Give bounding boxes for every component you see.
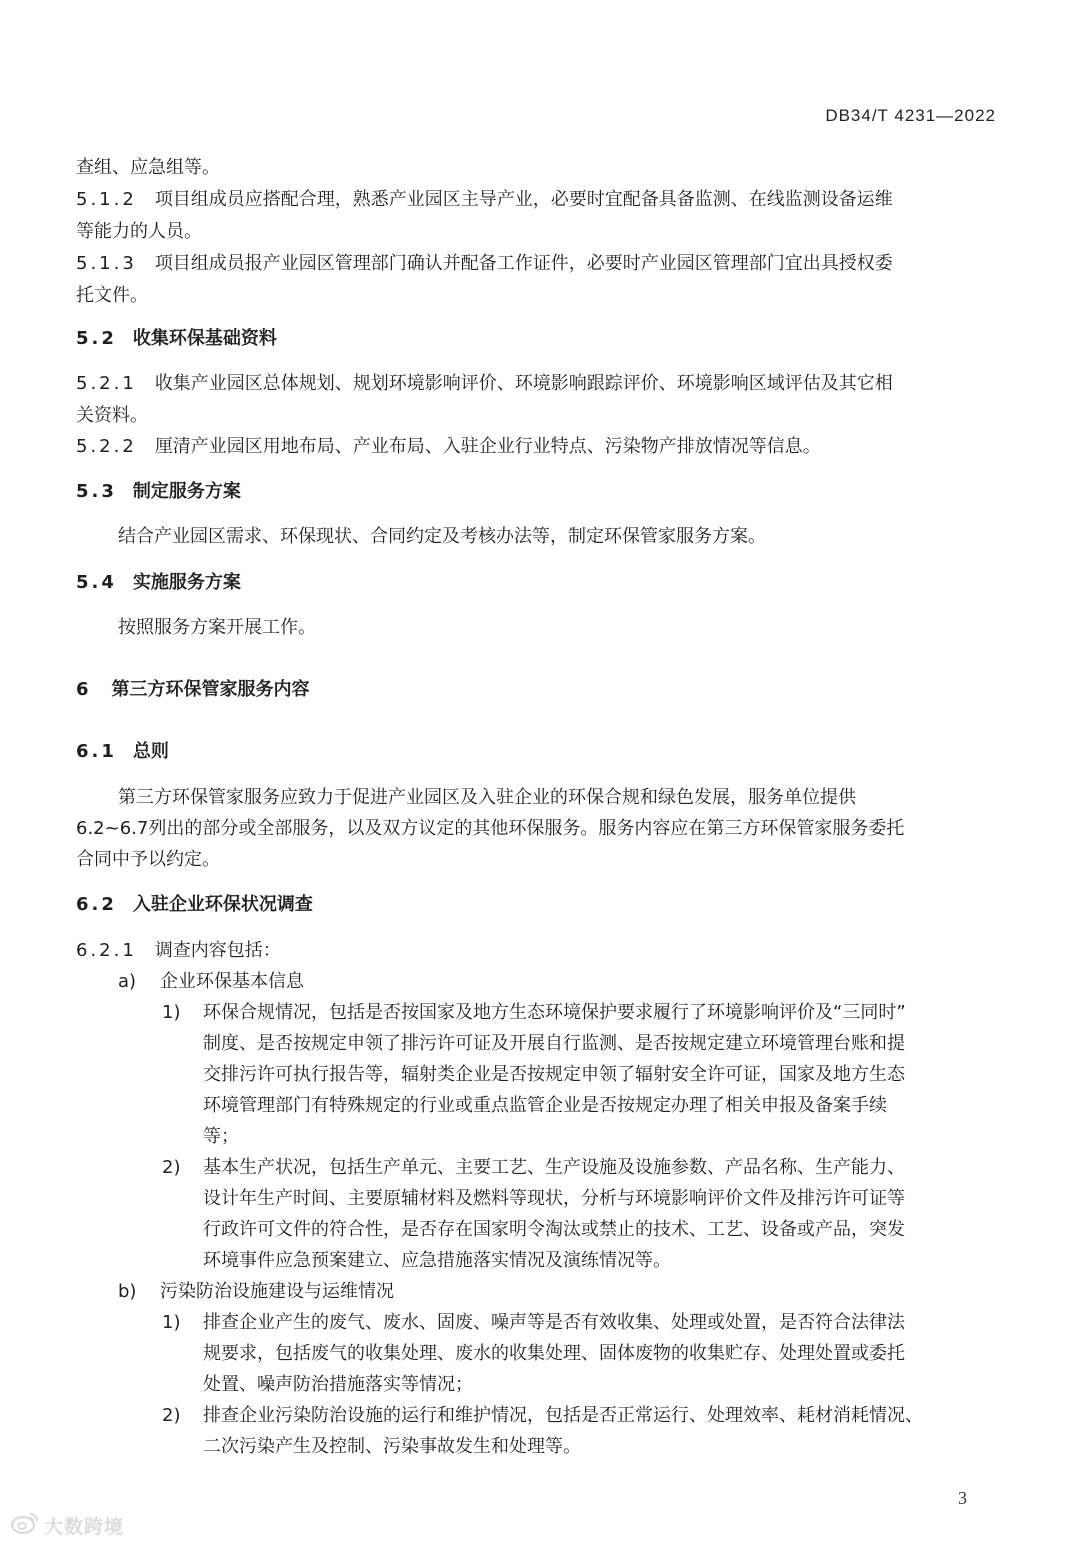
paragraph-6-1-line: 6.2~6.7列出的部分或全部服务，以及双方议定的其他环保服务。服务内容应在第三方环保管家服务委托 [76,818,905,839]
clause-text: 项目组成员报产业园区管理部门确认并配备工作证件，必要时产业园区管理部门宜出具授权委 [154,253,893,274]
list-item-a2-line: 基本生产状况，包括生产单元、主要工艺、生产设施及设施参数、产品名称、生产能力、 [203,1157,905,1178]
list-item-a1-line: 环境管理部门有特殊规定的行业或重点监管企业是否按规定办理了相关申报及备案手续 [203,1095,887,1116]
clause-5-2-2 [76,435,821,459]
heading-5-2 [76,327,277,351]
paragraph-6-1-line: 合同中予以约定。 [76,849,220,870]
page-number: 3 [958,1488,967,1508]
heading-number: 6.2 [76,894,117,915]
paragraph-line: 查组、应急组等。 [76,157,220,178]
list-item-b-label: b) [118,1281,137,1302]
list-item-b2-label: 2) [162,1405,181,1426]
list-item-a2-line: 环境事件应急预案建立、应急措施落实情况及演练情况等。 [203,1250,671,1271]
list-item-b1-line: 处置、噪声防治措施落实等情况； [203,1374,473,1395]
heading-title: 制定服务方案 [132,481,241,502]
clause-text: 调查内容包括： [154,940,281,961]
list-item-b2-line: 二次污染产生及控制、污染事故发生和处理等。 [203,1436,581,1457]
list-item-b1-line: 排查企业产生的废气、废水、固废、噪声等是否有效收集、处理或处置，是否符合法律法 [203,1312,905,1333]
paragraph-5-3: 结合产业园区需求、环保现状、合同约定及考核办法等，制定环保管家服务方案。 [118,526,766,547]
heading-title: 实施服务方案 [132,572,241,593]
watermark [10,1510,124,1540]
clause-text-continued: 关资料。 [76,405,148,426]
clause-text: 收集产业园区总体规划、规划环境影响评价、环境影响跟踪评价、环境影响区域评估及其它相 [154,373,893,394]
weibo-logo-icon [10,1510,40,1540]
list-item-a1-line: 等； [203,1126,239,1147]
clause-text-continued: 等能力的人员。 [76,221,202,242]
list-item-b-text: 污染防治设施建设与运维情况 [160,1281,394,1302]
list-item-b1-line: 规要求，包括废气的收集处理、废水的收集处理、固体废物的收集贮存、处理处置或委托 [203,1343,905,1364]
clause-text: 项目组成员应搭配合理，熟悉产业园区主导产业，必要时宜配备具备监测、在线监测设备运维 [154,189,893,210]
clause-5-1-2 [76,188,893,212]
list-item-a-text: 企业环保基本信息 [160,971,304,992]
heading-title: 第三方环保管家服务内容 [111,679,310,700]
clause-text-continued: 托文件。 [76,285,148,306]
heading-5-4 [76,571,241,595]
clause-number: 5.1.3 [76,253,137,274]
clause-number: 6.2.1 [76,940,137,961]
clause-text: 厘清产业园区用地布局、产业布局、入驻企业行业特点、污染物产排放情况等信息。 [154,436,821,457]
heading-number: 5.3 [76,481,117,502]
list-item-b2-line: 排查企业污染防治设施的运行和维护情况，包括是否正常运行、处理效率、耗材消耗情况、 [203,1405,923,1426]
watermark-text: 大数跨境 [44,1515,125,1538]
heading-title: 总则 [132,741,169,762]
heading-title: 入驻企业环保状况调查 [132,894,313,915]
heading-6 [76,678,310,702]
list-item-a1-label: 1) [162,1002,181,1023]
list-item-a1-line: 环保合规情况，包括是否按国家及地方生态环境保护要求履行了环境影响评价及“三同时” [203,1002,906,1023]
heading-number: 5.2 [76,328,117,349]
paragraph-5-4: 按照服务方案开展工作。 [118,617,316,638]
clause-number: 5.2.2 [76,436,137,457]
clause-number: 5.2.1 [76,373,137,394]
clause-number: 5.1.2 [76,189,137,210]
list-item-b1-label: 1) [162,1312,181,1333]
clause-5-2-1 [76,372,893,396]
heading-5-3 [76,480,241,504]
clause-6-2-1 [76,939,281,963]
list-item-a2-line: 行政许可文件的符合性，是否存在国家明令淘汰或禁止的技术、工艺、设备或产品，突发 [203,1219,905,1240]
clause-5-1-3 [76,252,893,276]
list-item-a2-line: 设计年生产时间、主要原辅材料及燃料等现状，分析与环境影响评价文件及排污许可证等 [203,1188,905,1209]
standard-code: DB34/T 4231—2022 [825,106,996,125]
heading-number: 5.4 [76,572,117,593]
heading-number: 6 [76,679,92,700]
heading-6-1 [76,740,169,764]
heading-title: 收集环保基础资料 [132,328,277,349]
paragraph-6-1-line: 第三方环保管家服务应致力于促进产业园区及入驻企业的环保合规和绿色发展，服务单位提供 [118,787,856,808]
list-item-a2-label: 2) [162,1157,181,1178]
list-item-a1-line: 制度、是否按规定申领了排污许可证及开展自行监测、是否按规定建立环境管理台账和提 [203,1033,905,1054]
list-item-a1-line: 交排污许可执行报告等，辐射类企业是否按规定申领了辐射安全许可证，国家及地方生态 [203,1064,905,1085]
heading-number: 6.1 [76,741,117,762]
heading-6-2 [76,893,313,917]
list-item-a-label: a) [118,971,137,992]
